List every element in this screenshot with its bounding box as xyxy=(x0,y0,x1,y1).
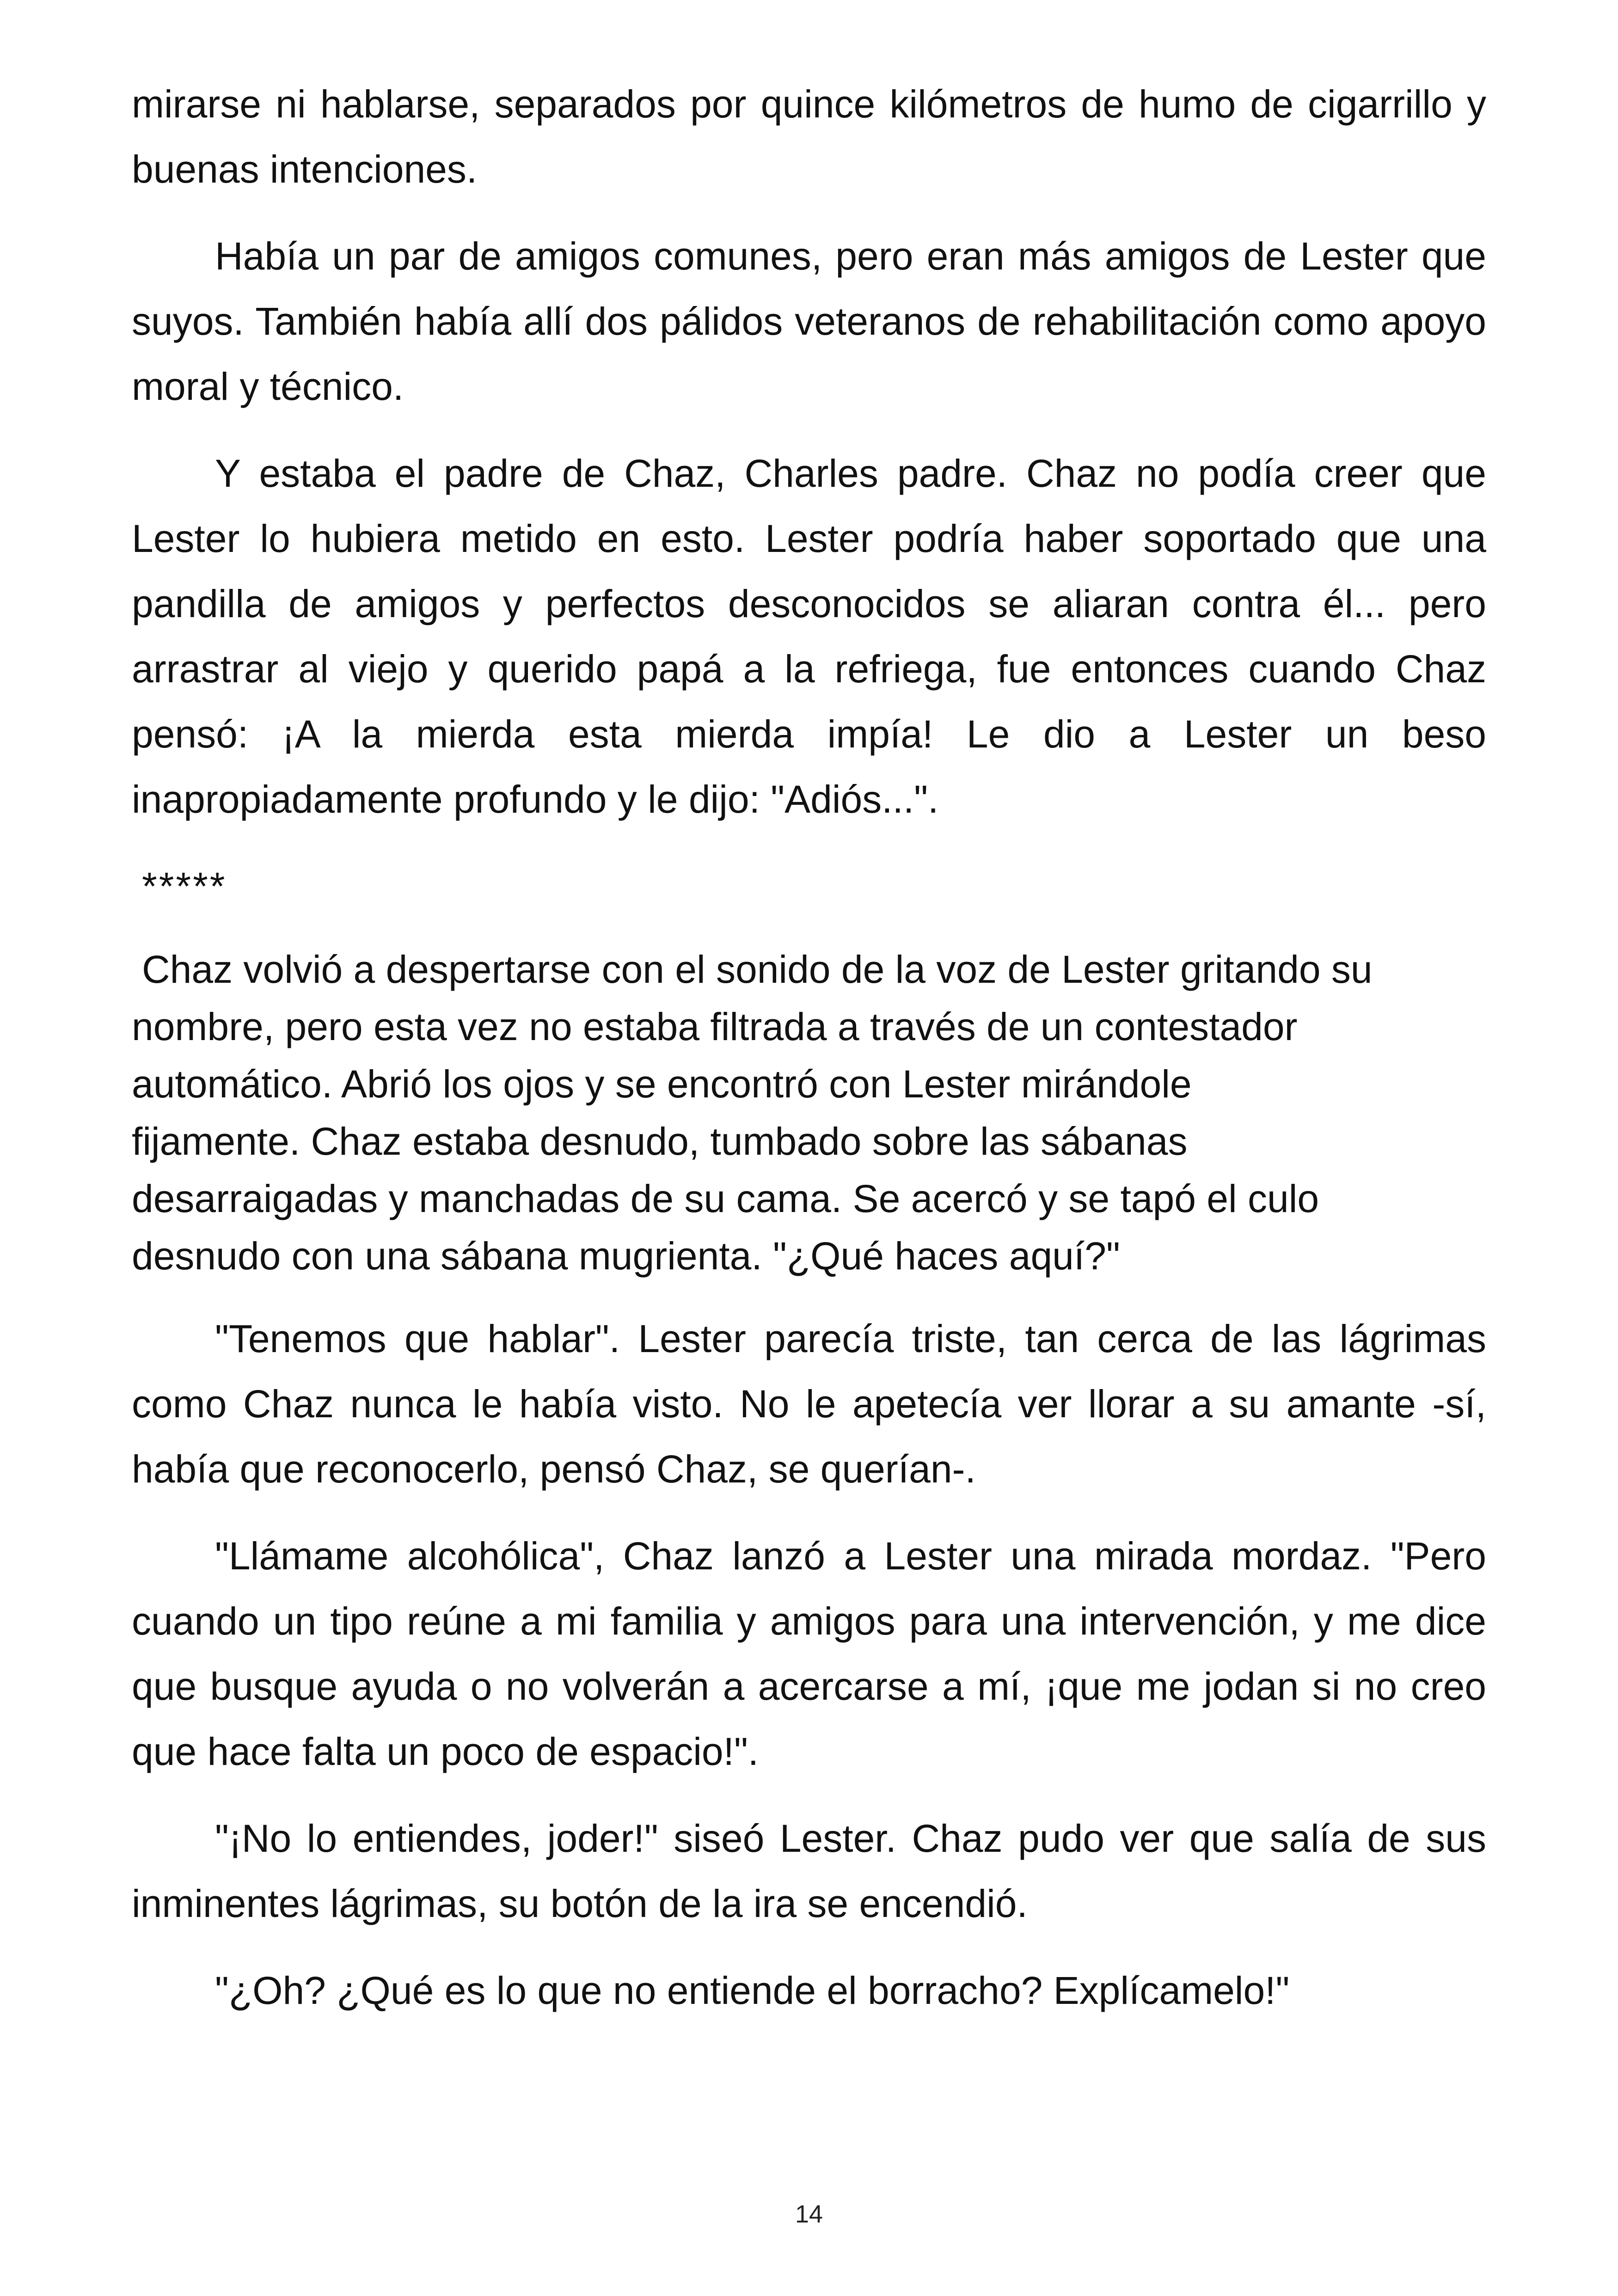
paragraph-awakening xyxy=(132,941,1486,1285)
paragraph-line: automático. Abrió los ojos y se encontró con Lester mirándole xyxy=(132,1062,1192,1106)
paragraph-line: desnudo con una sábana mugrienta. "¿Qué haces aquí?" xyxy=(132,1234,1120,1278)
paragraph-line: Chaz volvió a despertarse con el sonido de la voz de Lester gritando su xyxy=(142,948,1373,991)
paragraph-hiss: "¡No lo entiendes, joder!" siseó Lester. Chaz pudo ver que salía de sus inminentes lágrimas, su botón de la ira se encendió. xyxy=(132,1817,1486,1925)
paragraph-line: desarraigadas y manchadas de su cama. Se acercó y se tapó el culo xyxy=(132,1177,1319,1220)
paragraph-continuation: mirarse ni hablarse, separados por quince kilómetros de humo de cigarrillo y buenas intenciones. xyxy=(132,82,1486,191)
paragraph-explain: "¿Oh? ¿Qué es lo que no entiende el borracho? Explícamelo!" xyxy=(215,1969,1290,2012)
paragraph-friends: Había un par de amigos comunes, pero eran más amigos de Lester que suyos. También había allí dos pálidos veteranos de rehabilitación como apoyo moral y técnico. xyxy=(132,234,1486,408)
paragraph-talk: "Tenemos que hablar". Lester parecía triste, tan cerca de las lágrimas como Chaz nunca le había visto. No le apetecía ver llorar a su amante -sí, había que reconocerlo, pensó Chaz, se querían-. xyxy=(132,1317,1486,1491)
body-text xyxy=(132,72,1486,2023)
paragraph-line: fijamente. Chaz estaba desnudo, tumbado sobre las sábanas xyxy=(132,1120,1188,1163)
paragraph-line: nombre, pero esta vez no estaba filtrada a través de un contestador xyxy=(132,1005,1298,1048)
paragraph-father: Y estaba el padre de Chaz, Charles padre. Chaz no podía creer que Lester lo hubiera metido en esto. Lester podría haber soportado que una pandilla de amigos y perfectos desconocidos se aliaran contra él... pero arrastrar al viejo y querido papá a la refriega, fue entonces cuando Chaz pensó: ¡A la mierda esta mierda impía! Le dio a Lester un beso inapropiadamente profundo y le dijo: "Adiós...". xyxy=(132,452,1486,821)
paragraph-alcoholic: "Llámame alcohólica", Chaz lanzó a Lester una mirada mordaz. "Pero cuando un tipo reúne a mi familia y amigos para una intervención, y me dice que busque ayuda o no volverán a acercarse a mí, ¡que me jodan si no creo que hace falta un poco de espacio!". xyxy=(132,1534,1486,1773)
page-number: 14 xyxy=(795,2200,823,2228)
section-separator: ***** xyxy=(142,864,227,908)
